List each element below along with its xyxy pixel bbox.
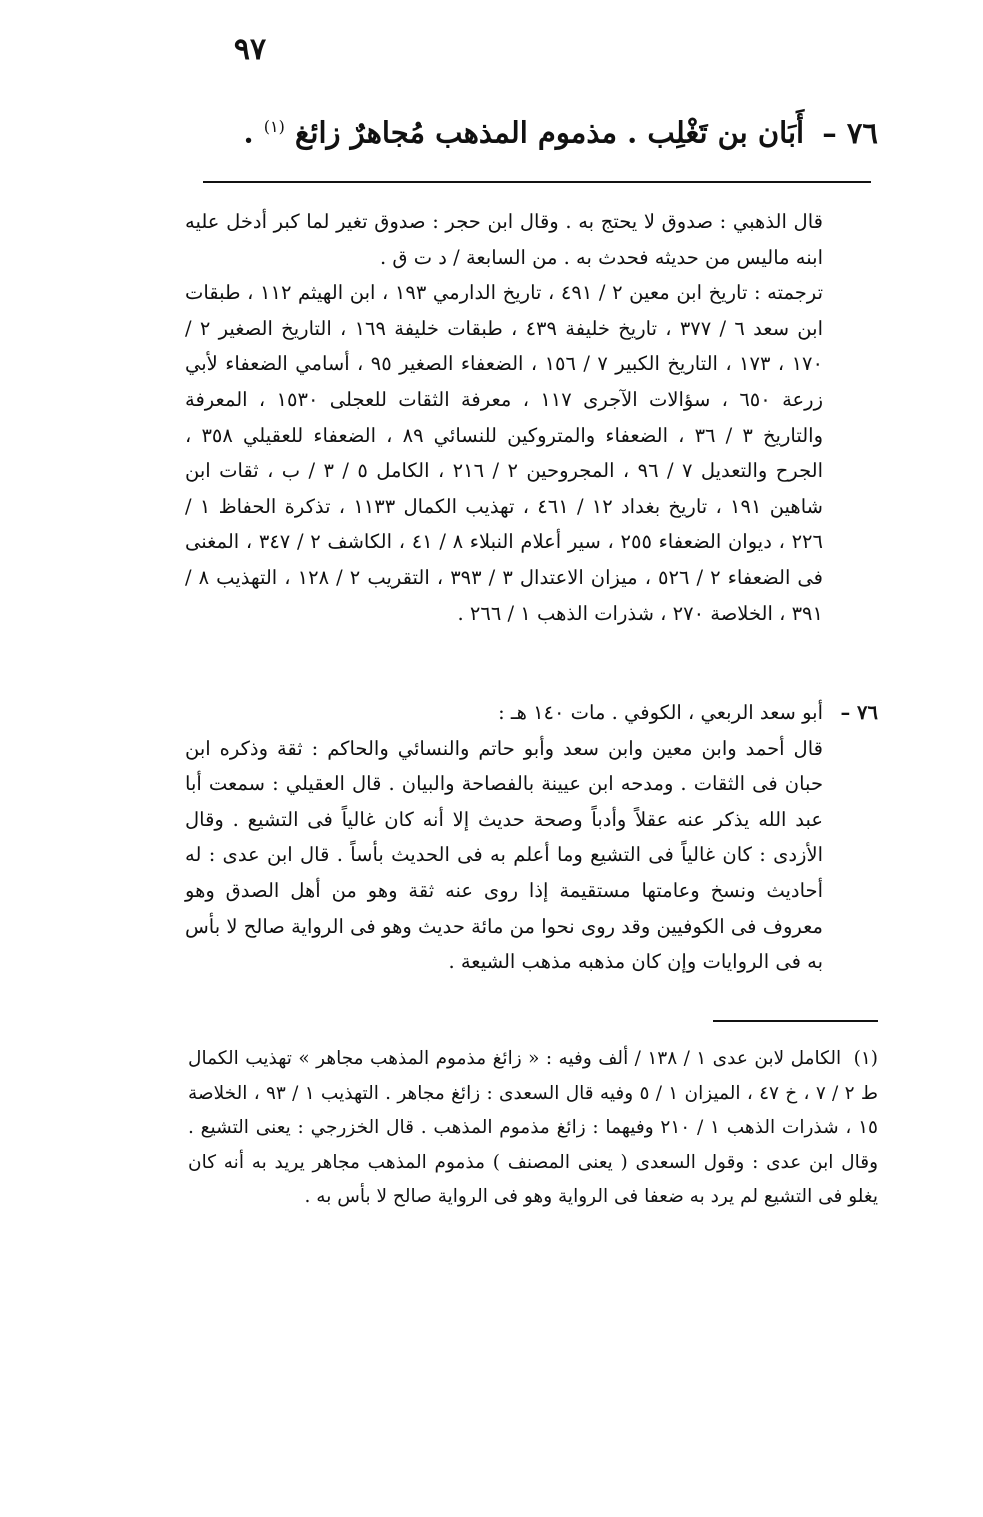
footnote-reference: (١) [263, 117, 285, 136]
footnote-marker: (١) [853, 1048, 878, 1069]
second-entry-title: أبو سعد الربعي ، الكوفي . مات ١٤٠ هـ : [498, 701, 823, 724]
biography-sources-paragraph: ترجمته : تاريخ ابن معين ٢ / ٤٩١ ، تاريخ الدارمي ١٩٣ ، ابن الهيثم ١١٢ ، طبقات ابن سعد ٦ / ٣٧٧ ، تاريخ خليفة ٤٣٩ ، طبقات خليفة ١٦٩ ، التاريخ الصغير ٢ / ١٧٠ ، ١٧٣ ، التاريخ الكبير ٧ / ١٥٦ ، الضعفاء الصغير ٩٥ ، أسامي الضعفاء لأبي زرعة ٦٥٠ ، سؤالات الآجرى ١١٧ ، معرفة الثقات للعجلى ١٥٣٠ ، المعرفة والتاريخ ٣ / ٣٦ ، الضعفاء والمتروكين للنسائي ٨٩ ، الضعفاء للعقيلي ٣٥٨ ، الجرح والتعديل ٧ / ٩٦ ، المجروحين ٢ / ٢١٦ ، الكامل ٥ / ٣ / ب ، ثقات ابن شاهين ١٩١ ، تاريخ بغداد ١٢ / ٤٦١ ، تهذيب الكمال ١١٣٣ ، تذكرة الحفاظ ١ / ٢٢٦ ، ديوان الضعفاء ٢٥٥ ، سير أعلام النبلاء ٨ / ٤١ ، الكاشف ٢ / ٣٤٧ ، المغنى فى الضعفاء ٢ / ٥٢٦ ، ميزان الاعتدال ٣ / ٣٩٣ ، التقريب ٢ / ١٢٨ ، التهذيب ٨ / ٣٩١ ، الخلاصة ٢٧٠ ، شذرات الذهب ١ / ٢٦٦ . [185, 281, 824, 625]
second-entry-number: ٧٦ – [840, 701, 878, 724]
second-entry [185, 695, 878, 980]
critic-quote-paragraph: قال الذهبي : صدوق لا يحتج به . وقال ابن حجر : صدوق تغير لما كبر أدخل عليه ابنه ماليس من حديثه فحدث به . من السابعة / د ت ق . [185, 210, 823, 269]
heading-end-mark: . [243, 115, 254, 150]
entry-body [185, 204, 823, 631]
heading-divider [203, 181, 871, 183]
entry-title: أَبَان بن تَغْلِب . مذموم المذهب مُجاهرٌ زائغ [294, 115, 805, 150]
footnote-divider [713, 1020, 878, 1022]
second-entry-header [185, 695, 878, 731]
footnote [188, 1042, 878, 1215]
footnote-text: الكامل لابن عدى ١ / ١٣٨ / ألف وفيه : « زائغ مذموم المذهب مجاهر » تهذيب الكمال ط ٢ / ٧ ، خ ٤٧ ، الميزان ١ / ٥ وفيه قال السعدى : زائغ مجاهر . التهذيب ١ / ٩٣ ، الخلاصة ١٥ ، شذرات الذهب ١ / ٢١٠ وفيهما : زائغ مذموم المذهب . قال الخزرجي : يعنى التشيع . وقال ابن عدى : وقول السعدى ( يعنى المصنف ) مذموم المذهب مجاهر يريد به أنه كان يغلو فى التشيع لم يرد به ضعفا فى الرواية وهو فى الرواية صالح لا بأس به . [188, 1048, 878, 1207]
page-number: ٩٧ [233, 32, 267, 67]
entry-number: ٧٦ – [822, 115, 878, 150]
entry-heading [150, 92, 878, 168]
second-entry-body: قال أحمد وابن معين وابن سعد وأبو حاتم والنسائي والحاكم : ثقة وذكره ابن حبان فى الثقات . ومدحه ابن عيينة بالفصاحة والبيان . قال العقيلي : سمعت أبا عبد الله يذكر عنه عقلاً وأدباً وصحة حديث إلا أنه كان غالياً فى التشيع . وقال الأزدى : كان غالياً فى التشيع وما أعلم به فى الحديث بأساً . قال ابن عدى : له أحاديث ونسخ وعامتها مستقيمة إذا روى عنه ثقة وهو من أهل الصدق وهو معروف فى الكوفيين وقد روى نحوا من مائة حديث وهو فى الرواية صالح لا بأس به فى الروايات وإن كان مذهبه مذهب الشيعة . [185, 736, 823, 974]
